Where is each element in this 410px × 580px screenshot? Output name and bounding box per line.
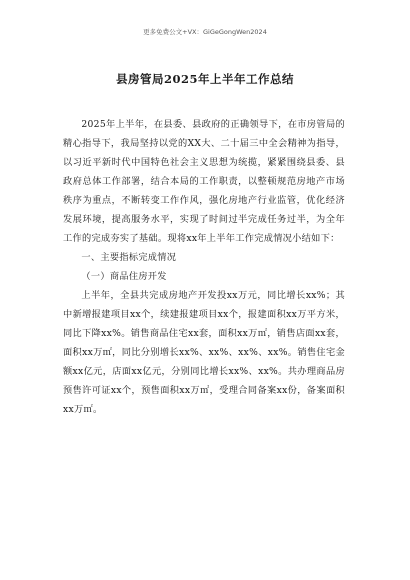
intro-paragraph: 2025年上半年，在县委、县政府的正确领导下，在市房管局的精心指导下，我局坚持以党的XX大、二十届三中全会精神为指导，以习近平新时代中国特色社会主义思想为统揽，紧紧围绕县委、县政府总体工作部署，结合本局的工作职责，以整顿规范房地产市场秩序为重点，不断转变工作作风，强化房地产行业监管，优化经济发展环境，提高服务水平，实现了时间过半完成任务过半，为全年工作的完成夯实了基础。现将xx年上半年工作完成情况小结如下： [63,119,345,244]
subsection-heading: （一）商品住房开发 [81,271,167,282]
section-heading: 一、主要指标完成情况 [81,252,177,263]
document-title: 县房管局2025年上半年工作总结 [115,72,294,86]
document-body [63,115,345,419]
header-note: 更多免费公文+VX：GiGeGongWen2024 [143,28,267,36]
subsection-paragraph: 上半年，全县共完成房地产开发投xx万元，同比增长xx%；其中新增报建项目xx个，续建报建项目xx个，报建面积xx万平方米，同比下降xx%。销售商品住宅xx套，面积xx万㎡，销售店面xx套，面积xx万㎡，同比分别增长xx%、xx%、xx%、xx%。销售住宅金额xx亿元，店面xx亿元，分别同比增长xx%、xx%。共办理商品房预售许可证xx个，预售面积xx万㎡，受理合同备案xx份，备案面积xx万㎡。 [63,290,345,415]
